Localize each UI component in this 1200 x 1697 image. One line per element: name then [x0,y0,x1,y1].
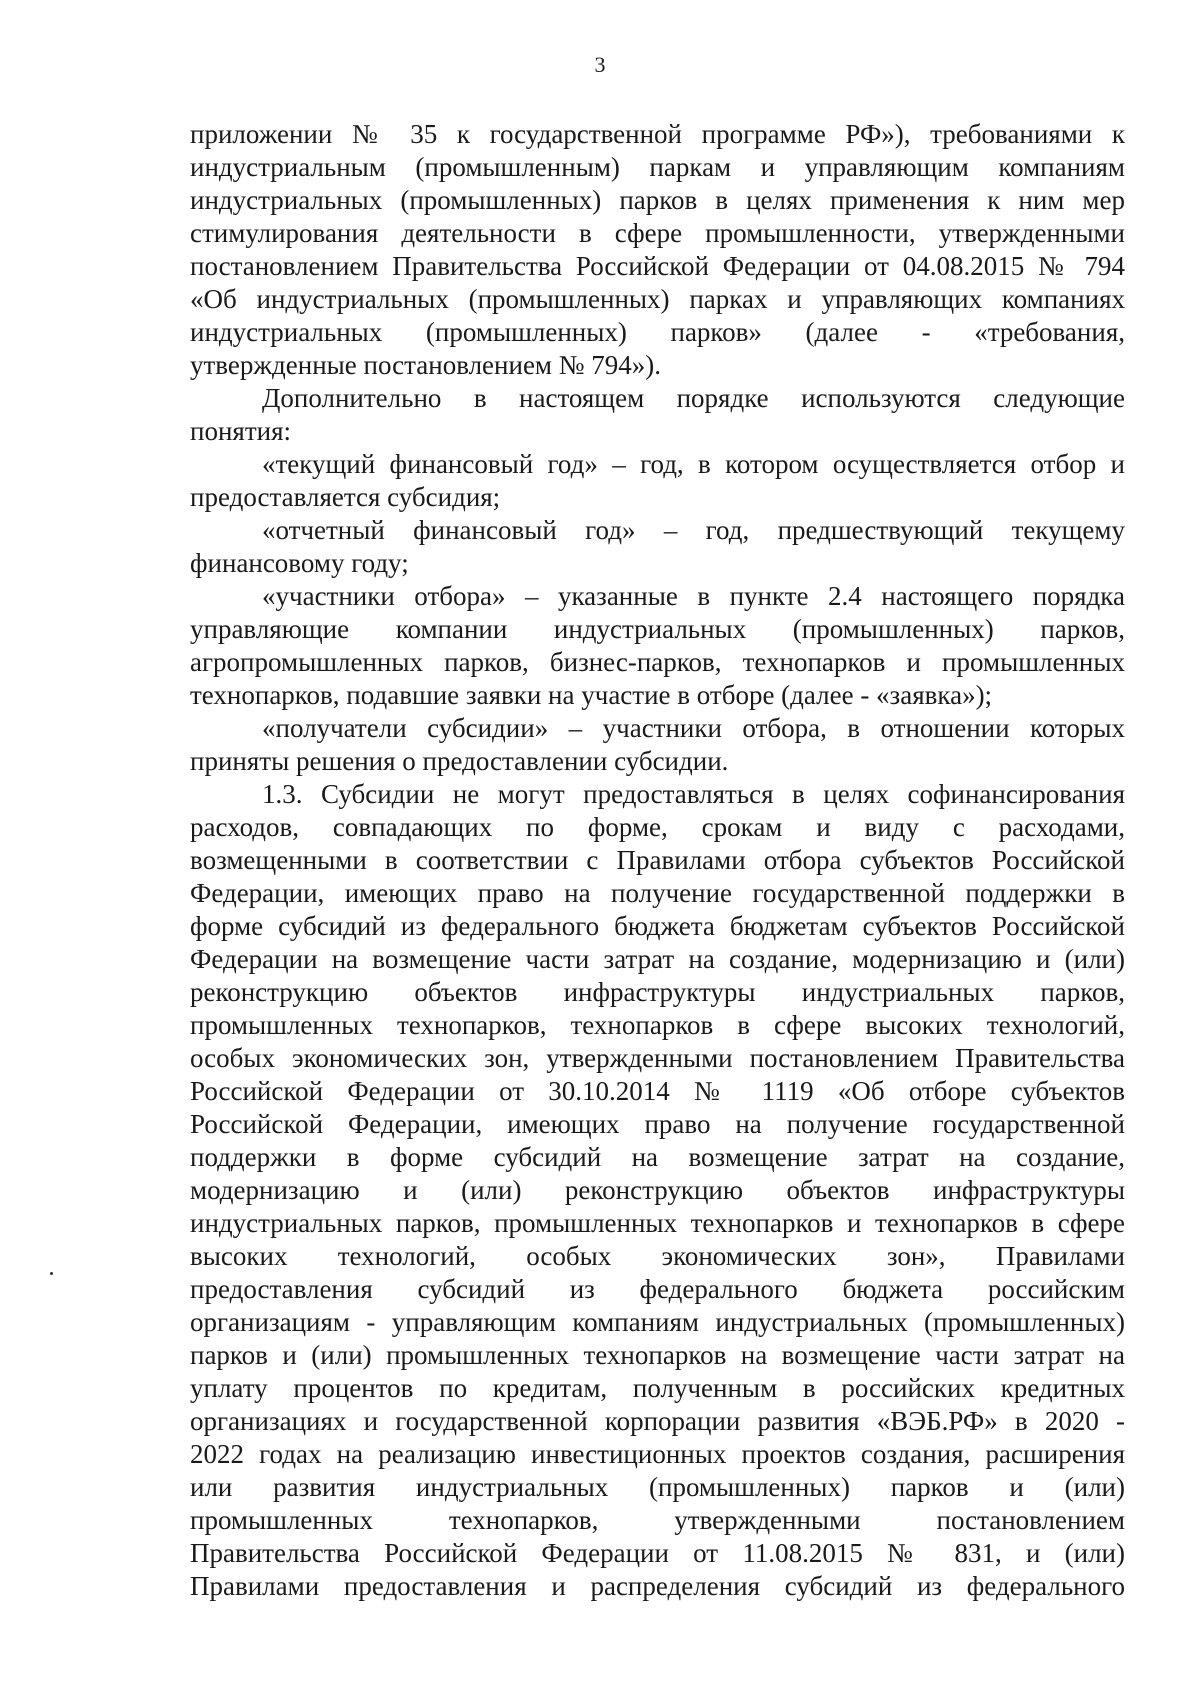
text-line: индустриальных (промышленных) парков» (далее - «требования, [190,317,1125,347]
text-line: промышленных технопарков, утвержденными постановлением [190,1505,1125,1535]
page-number: 3 [594,52,606,77]
text-line: «Об индустриальных (промышленных) парках и управляющих компаниях [190,284,1125,314]
text-line: финансовому году; [190,548,409,578]
text-line: форме субсидий из федерального бюджета бюджетам субъектов Российской [190,911,1125,941]
text-line: 2022 годах на реализацию инвестиционных проектов создания, расширения [190,1439,1125,1469]
text-line: высоких технологий, особых экономических зон», Правилами [190,1241,1125,1271]
text-line: модернизацию и (или) реконструкцию объектов инфраструктуры [190,1175,1125,1205]
text-line: Правительства Российской Федерации от 11.08.2015 № 831, и (или) [190,1538,1125,1568]
text-line: Дополнительно в настоящем порядке используются следующие [262,383,1125,413]
text-line: Правилами предоставления и распределения субсидий из федерального [190,1571,1125,1601]
text-line: предоставляется субсидия; [190,482,501,512]
text-line: организациях и государственной корпорации развития «ВЭБ.РФ» в 2020 - [190,1406,1125,1436]
text-line: агропромышленных парков, бизнес-парков, технопарков и промышленных [190,647,1125,677]
text-line: Федерации, имеющих право на получение государственной поддержки в [190,878,1125,908]
text-line: поддержки в форме субсидий на возмещение затрат на создание, [190,1142,1125,1172]
text-line: «участники отбора» – указанные в пункте 2.4 настоящего порядка [262,581,1125,611]
text-line: приняты решения о предоставлении субсидии. [190,746,729,776]
document-body [190,118,1125,1603]
text-line: индустриальных парков, промышленных технопарков и технопарков в сфере [190,1208,1125,1238]
text-line: технопарков, подавшие заявки на участие в отборе (далее - «заявка»); [190,680,993,710]
text-line: стимулирования деятельности в сфере промышленности, утвержденными [190,218,1125,248]
text-line: организациям - управляющим компаниям индустриальных (промышленных) [190,1307,1125,1337]
text-line: 1.3. Субсидии не могут предоставляться в целях софинансирования [262,779,1125,809]
text-line: Федерации на возмещение части затрат на создание, модернизацию и (или) [190,944,1125,974]
text-line: индустриальных (промышленных) парков в целях применения к ним мер [190,185,1125,215]
text-line: предоставления субсидий из федерального бюджета российским [190,1274,1125,1304]
text-line: «отчетный финансовый год» – год, предшествующий текущему [262,515,1125,545]
text-line: особых экономических зон, утвержденными постановлением Правительства [190,1043,1125,1073]
text-line: управляющие компании индустриальных (промышленных) парков, [190,614,1125,644]
text-line: Российской Федерации от 30.10.2014 № 1119 «Об отборе субъектов [190,1076,1125,1106]
text-line: постановлением Правительства Российской Федерации от 04.08.2015 № 794 [190,251,1125,281]
text-line: промышленных технопарков, технопарков в сфере высоких технологий, [190,1010,1125,1040]
text-line: парков и (или) промышленных технопарков на возмещение части затрат на [190,1340,1125,1370]
text-line: расходов, совпадающих по форме, срокам и виду с расходами, [190,812,1125,842]
text-line: или развития индустриальных (промышленных) парков и (или) [190,1472,1125,1502]
text-line: возмещенными в соответствии с Правилами отбора субъектов Российской [190,845,1125,875]
text-line: уплату процентов по кредитам, полученным в российских кредитных [190,1373,1125,1403]
text-line: «текущий финансовый год» – год, в котором осуществляется отбор и [262,449,1125,479]
text-line: индустриальным (промышленным) паркам и управляющим компаниям [190,152,1125,182]
text-line: утвержденные постановлением № 794»). [190,350,662,380]
text-line: «получатели субсидии» – участники отбора, в отношении которых [262,713,1125,743]
text-line: понятия: [190,416,291,446]
text-line: приложении № 35 к государственной программе РФ»), требованиями к [190,119,1125,149]
text-line: реконструкцию объектов инфраструктуры индустриальных парков, [190,977,1125,1007]
scan-speck [50,1272,53,1275]
text-line: Российской Федерации, имеющих право на получение государственной [190,1109,1125,1139]
